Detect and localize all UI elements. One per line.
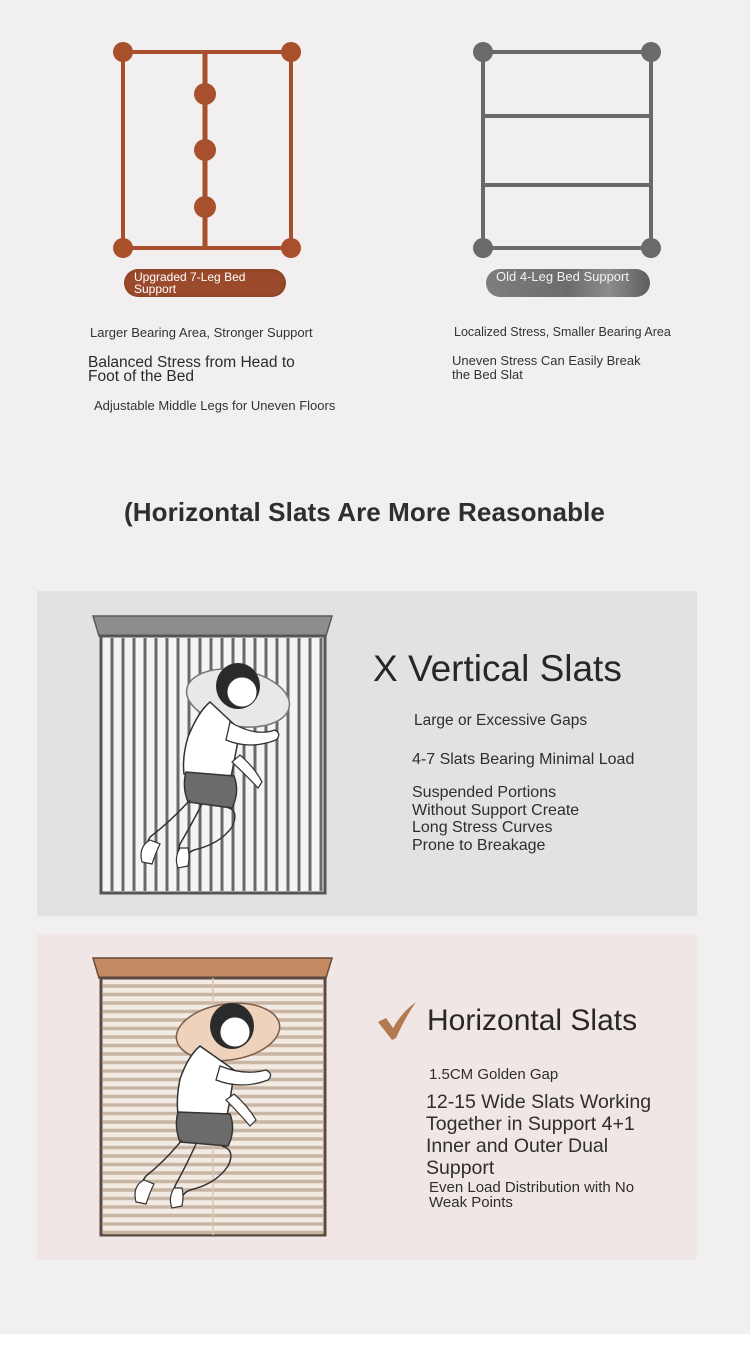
check-icon [376,1000,420,1042]
section-heading: (Horizontal Slats Are More Reasonable [124,497,605,527]
upgraded-support-label: Upgraded 7-Leg Bed Support [124,269,286,297]
vertical-point-1: Large or Excessive Gaps [414,712,588,729]
upgraded-feature-1: Larger Bearing Area, Stronger Support [90,325,313,340]
upgraded-feature-2: Balanced Stress from Head to Foot of the Bed [88,354,295,385]
old-feature-2: Uneven Stress Can Easily Break the Bed Slat [452,353,641,382]
seven-leg-frame-diagram [100,30,315,270]
vertical-slats-bed-illustration [90,612,336,898]
vertical-slats-title-text: Vertical Slats [407,648,622,689]
vertical-point-2: 4-7 Slats Bearing Minimal Load [412,751,635,768]
upgraded-feature-3: Adjustable Middle Legs for Uneven Floors [94,398,336,413]
vertical-point-3: Suspended Portions Without Support Create Long Stress Curves Prone to Breakage [412,784,580,854]
horizontal-point-1: 1.5CM Golden Gap [429,1066,559,1083]
four-leg-frame-diagram [460,30,675,270]
bottom-strip [0,1334,750,1354]
vertical-slats-title [373,648,622,690]
horizontal-point-2: 12-15 Wide Slats Working Together in Support 4+1 Inner and Outer Dual Support [426,1091,652,1179]
old-feature-1: Localized Stress, Smaller Bearing Area [454,325,671,339]
old-support-label: Old 4-Leg Bed Support [486,269,650,297]
horizontal-slats-title: Horizontal Slats [427,1004,638,1037]
horizontal-slats-bed-illustration [90,954,336,1240]
cross-mark: X [373,648,398,689]
horizontal-point-3: Even Load Distribution with No Weak Points [429,1179,635,1211]
